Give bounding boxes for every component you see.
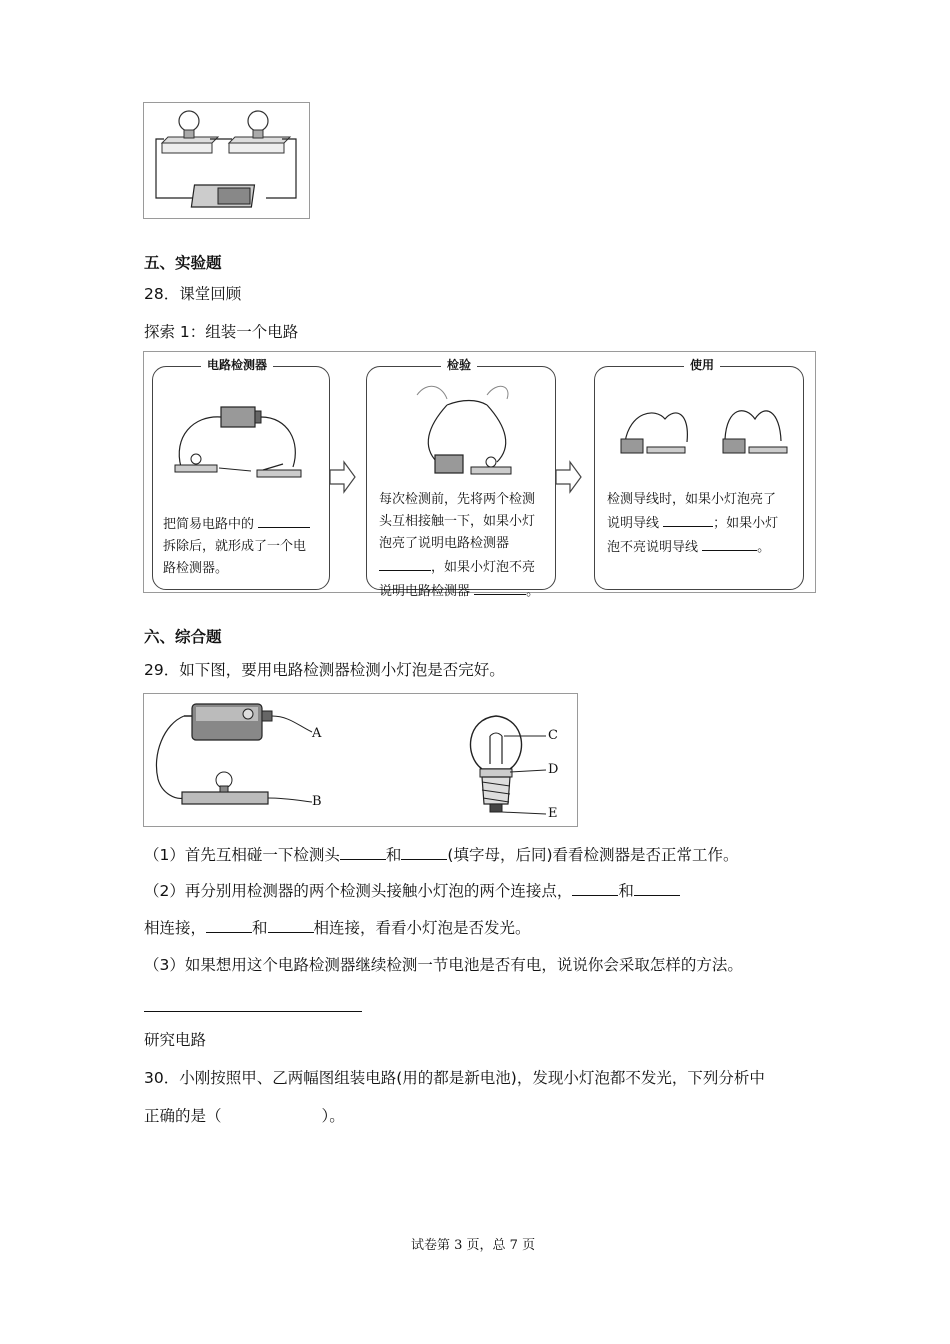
answer-blank[interactable] — [474, 579, 526, 595]
use-tester-illustration — [595, 367, 803, 487]
question-number: 28． — [144, 285, 180, 303]
panel-2-title: 检验 — [441, 358, 477, 372]
panel-3-title: 使用 — [684, 358, 720, 372]
panel-check — [366, 366, 556, 599]
two-bulbs-circuit-illustration — [144, 103, 309, 218]
explore-1-label: 探索 1：组装一个电路 — [144, 323, 299, 341]
answer-blank[interactable] — [702, 535, 757, 551]
figure-tester-and-bulb — [143, 693, 578, 827]
page-footer: 试卷第 3 页，总 7 页 — [411, 1238, 536, 1253]
circuit-tester-figure — [143, 351, 816, 599]
check-tester-illustration — [367, 367, 555, 487]
question-number: 29． — [144, 661, 180, 679]
question-number: 30． — [144, 1069, 180, 1087]
panel-1-text: 把简易电路中的 拆除后，就形成了一个电 路检测器。 — [163, 512, 310, 580]
label-e: E — [548, 806, 558, 821]
q29-sub-1: （1）首先互相碰一下检测头 和 (填字母，后同)看看检测器是否正常工作。 — [144, 846, 739, 864]
label-b: B — [312, 794, 322, 809]
panel-2-text: 每次检测前，先将两个检测 头互相接触一下，如果小灯 泡亮了说明电路检测器 ，如果小灯泡不亮 说明电路检测器 。 — [379, 492, 540, 599]
question-30-line-1: 30．小刚按照甲、乙两幅图组装电路(用的都是新电池)，发现小灯泡都不发光，下列分析中 — [144, 1069, 765, 1087]
label-c: C — [548, 728, 558, 743]
question-29-text: 29．如下图，要用电路检测器检测小灯泡是否完好。 — [144, 661, 505, 679]
answer-blank[interactable] — [206, 917, 252, 933]
question-28-title — [144, 284, 241, 304]
arrow-right-icon — [556, 460, 582, 494]
panel-circuit-tester — [152, 366, 330, 590]
figure-two-bulbs-circuit — [143, 102, 310, 219]
section-6-heading: 六、综合题 — [144, 628, 222, 646]
answer-blank[interactable] — [634, 880, 680, 896]
q29-sub-3: （3）如果想用这个电路检测器继续检测一节电池是否有电，说说你会采取怎样的方法。 — [144, 956, 743, 974]
answer-blank[interactable] — [258, 512, 310, 528]
answer-blank[interactable] — [268, 917, 314, 933]
answer-blank[interactable] — [340, 844, 386, 860]
q29-sub-2-cont: 相连接， 和 相连接，看看小灯泡是否发光。 — [144, 919, 531, 937]
panel-use — [594, 366, 804, 590]
section-5-heading: 五、实验题 — [144, 254, 222, 272]
answer-blank[interactable] — [379, 555, 431, 571]
question-title: 课堂回顾 — [179, 285, 242, 303]
panel-3-text: 检测导线时，如果小灯泡亮了 说明导线 ；如果小灯 泡不亮说明导线 。 — [607, 492, 779, 555]
label-d: D — [548, 762, 559, 777]
label-a: A — [312, 726, 322, 741]
answer-blank[interactable] — [572, 880, 618, 896]
circuit-tester-illustration — [153, 367, 329, 487]
q29-sub-2: （2）再分别用检测器的两个检测头接触小灯泡的两个连接点， 和 — [144, 880, 680, 901]
arrow-right-icon — [330, 460, 356, 494]
answer-line[interactable] — [144, 1011, 362, 1012]
research-circuit-title: 研究电路 — [144, 1031, 207, 1049]
tester-and-bulb-illustration — [144, 694, 577, 826]
panel-1-title: 电路检测器 — [201, 358, 273, 372]
answer-blank[interactable] — [663, 511, 713, 527]
question-30-line-2: 正确的是（ ）。 — [144, 1107, 345, 1125]
answer-blank[interactable] — [401, 844, 447, 860]
